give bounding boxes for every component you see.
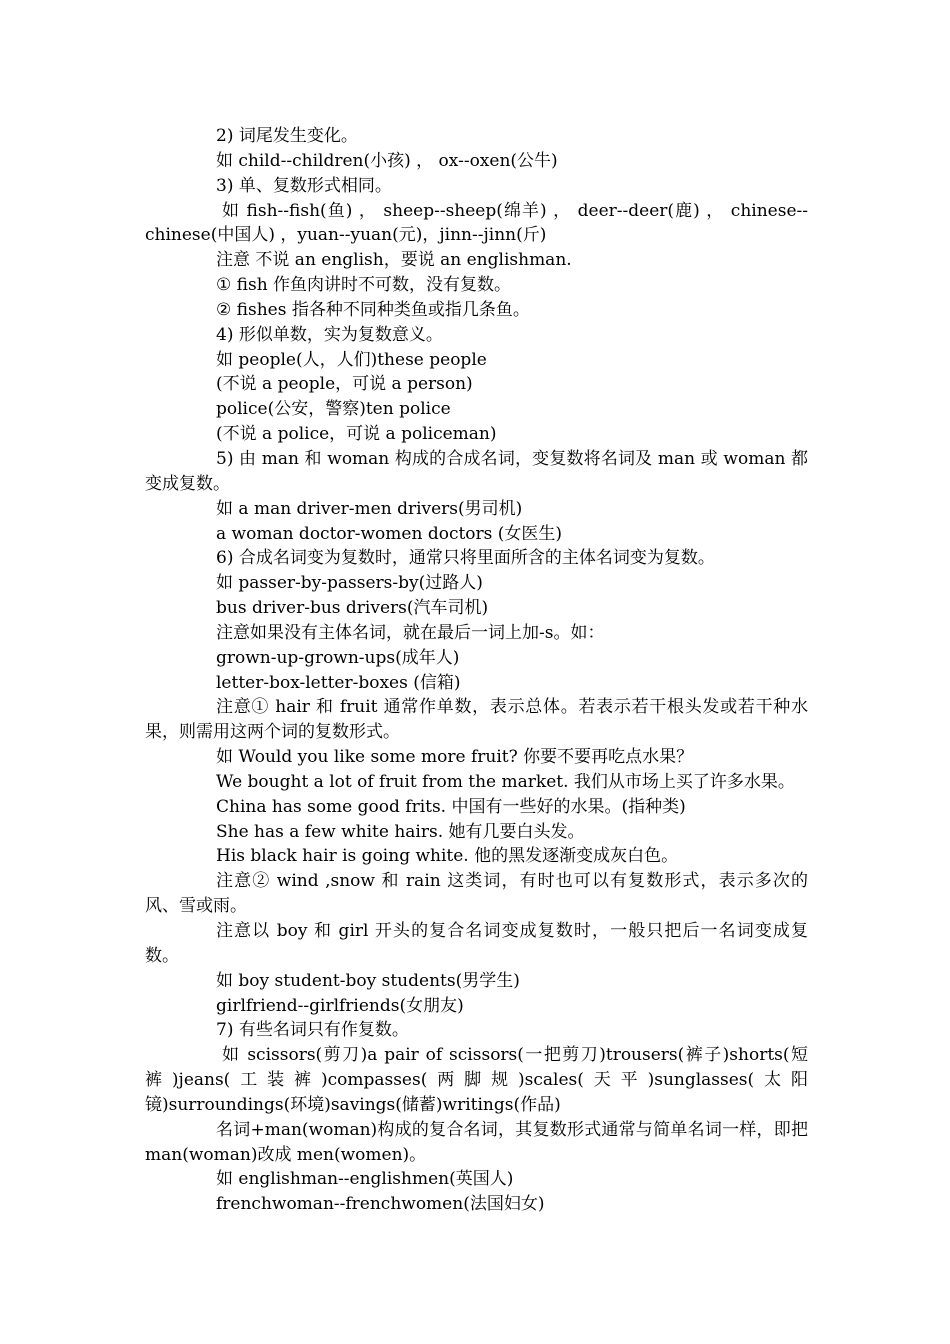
- note-line: 注意 不说 an english，要说 an englishman.: [216, 250, 572, 271]
- note-paragraph: 注意以 boy 和 girl 开头的复合名词变成复数时，一般只把后一名词变成复数。: [145, 921, 808, 966]
- section-heading-2: 2) 词尾发生变化。: [216, 126, 358, 146]
- example-line: bus driver-bus drivers(汽车司机): [216, 598, 489, 619]
- section-heading-6: 6) 合成名词变为复数时，通常只将里面所含的主体名词变为复数。: [216, 548, 715, 569]
- example-line: 如 passer-by-passers-by(过路人): [216, 573, 483, 594]
- example-line: girlfriend--girlfriends(女朋友): [216, 995, 464, 1016]
- example-sentence: She has a few white hairs. 她有几要白头发。: [216, 821, 585, 842]
- example-paragraph: 如 scissors(剪刀)a pair of scissors(一把剪刀)trousers(裤子)shorts(短裤)jeans(工装裤)compasses(两脚规)scales(天平)sunglasses(太阳镜)surroundings(环境)savings(储蓄)writings(作品): [145, 1045, 808, 1115]
- section-heading-4: 4) 形似单数，实为复数意义。: [216, 324, 443, 345]
- note-item: ① fish 作鱼肉讲时不可数，没有复数。: [216, 275, 512, 296]
- rule-paragraph: 名词+man(woman)构成的复合名词，其复数形式通常与简单名词一样，即把 man(woman)改成 men(women)。: [145, 1119, 808, 1165]
- section-heading-3: 3) 单、复数形式相同。: [216, 175, 392, 196]
- example-line: 如 englishman--englishmen(英国人): [216, 1169, 514, 1190]
- example-sentence: China has some good frits. 中国有一些好的水果。(指种类): [216, 796, 686, 817]
- note-paragraph: 注意② wind ,snow 和 rain 这类词，有时也可以有复数形式，表示多次的风、雪或雨。: [145, 871, 808, 917]
- example-line: 如 boy student-boy students(男学生): [216, 970, 520, 991]
- note-item: ② fishes 指各种不同种类鱼或指几条鱼。: [216, 299, 530, 320]
- example-line: police(公安，警察)ten police: [216, 399, 451, 420]
- example-line: 如 child--children(小孩) ， ox--oxen(公牛): [216, 150, 558, 171]
- example-sentence: His black hair is going white. 他的黑发逐渐变成灰白色。: [216, 846, 679, 867]
- section-heading-7: 7) 有些名词只有作复数。: [216, 1020, 409, 1041]
- section-heading-5: 5) 由 man 和 woman 构成的合成名词，变复数将名词及 man 或 woman 都变成复数。: [145, 448, 808, 494]
- example-sentence: 如 Would you like some more fruit? 你要不要再吃点水果？: [216, 747, 694, 768]
- example-line: 如 a man driver-men drivers(男司机): [216, 498, 523, 519]
- example-line: a woman doctor-women doctors (女医生): [216, 523, 563, 544]
- example-line: grown-up-grown-ups(成年人): [216, 647, 460, 668]
- example-line: letter-box-letter-boxes (信箱): [216, 672, 461, 693]
- example-sentence: We bought a lot of fruit from the market. 我们从市场上买了许多水果。: [216, 771, 795, 792]
- example-line: frenchwoman--frenchwomen(法国妇女): [216, 1194, 545, 1215]
- example-line: (不说 a people，可说 a person): [216, 374, 473, 395]
- note-paragraph: 注意① hair 和 fruit 通常作单数，表示总体。若表示若干根头发或若干种水果，则需用这两个词的复数形式。: [145, 697, 808, 743]
- document-body: [145, 124, 808, 1217]
- example-line: 如 people(人，人们)these people: [216, 349, 487, 370]
- example-paragraph: 如 fish--fish(鱼) ， sheep--sheep(绵羊) ， deer--deer(鹿) ， chinese--chinese(中国人) ，yuan--yuan(元)，jinn--jinn(斤): [145, 200, 808, 246]
- note-line: 注意如果没有主体名词，就在最后一词上加-s。如：: [216, 622, 605, 643]
- example-line: (不说 a police，可说 a policeman): [216, 424, 497, 445]
